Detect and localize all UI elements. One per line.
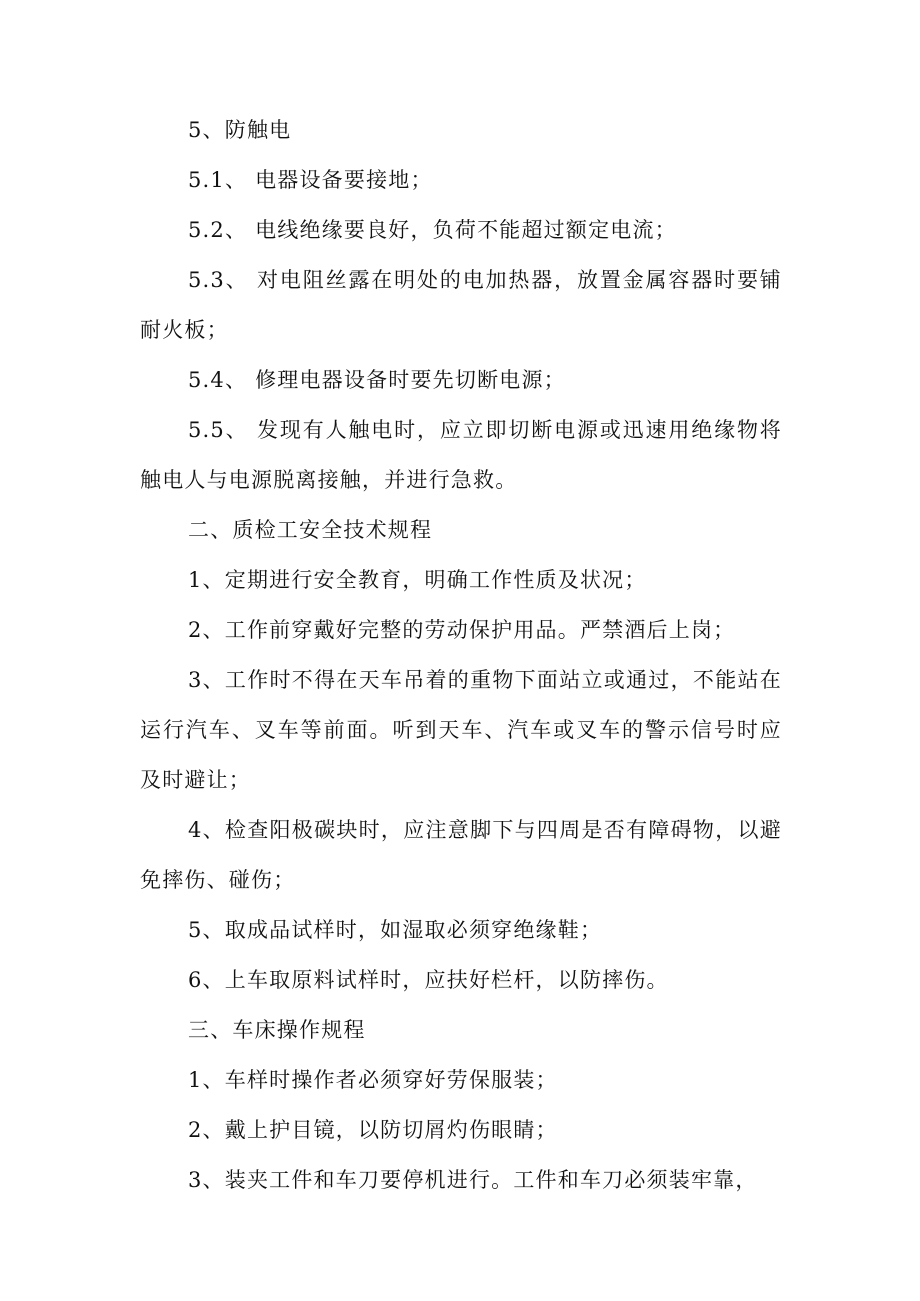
document-page	[140, 105, 782, 1205]
list-item: 5.1、 电器设备要接地；	[188, 168, 433, 192]
list-item: 1、定期进行安全教育，明确工作性质及状况；	[188, 568, 647, 592]
list-item: 2、工作前穿戴好完整的劳动保护用品。严禁酒后上岗；	[188, 618, 736, 642]
list-item: 5.5、 发现有人触电时，应立即切断电源或迅速用绝缘物将触电人与电源脱离接触，并进行急救。	[140, 418, 782, 492]
list-item: 5.3、 对电阻丝露在明处的电加热器，放置金属容器时要铺耐火板；	[140, 268, 782, 342]
list-item: 5.4、 修理电器设备时要先切断电源；	[188, 368, 566, 392]
list-item: 3、工作时不得在天车吊着的重物下面站立或通过，不能站在运行汽车、叉车等前面。听到天车、汽车或叉车的警示信号时应及时避让；	[140, 668, 782, 792]
list-item: 6、上车取原料试样时，应扶好栏杆，以防摔伤。	[188, 968, 669, 992]
list-item: 5、取成品试样时，如湿取必须穿绝缘鞋；	[188, 918, 603, 942]
list-item: 5.2、 电线绝缘要良好，负荷不能超过额定电流；	[188, 218, 677, 242]
section-heading-lathe-operation: 三、车床操作规程	[188, 1018, 366, 1042]
list-item: 3、装夹工件和车刀要停机进行。工件和车刀必须装牢靠，	[188, 1168, 758, 1192]
section-heading-quality-inspector: 二、质检工安全技术规程	[188, 518, 433, 542]
list-item: 1、车样时操作者必须穿好劳保服装；	[188, 1068, 558, 1092]
section-heading-electric-shock: 5、防触电	[188, 118, 292, 142]
list-item: 4、检查阳极碳块时，应注意脚下与四周是否有障碍物，以避免摔伤、碰伤；	[140, 818, 782, 892]
list-item: 2、戴上护目镜，以防切屑灼伤眼睛；	[188, 1118, 558, 1142]
